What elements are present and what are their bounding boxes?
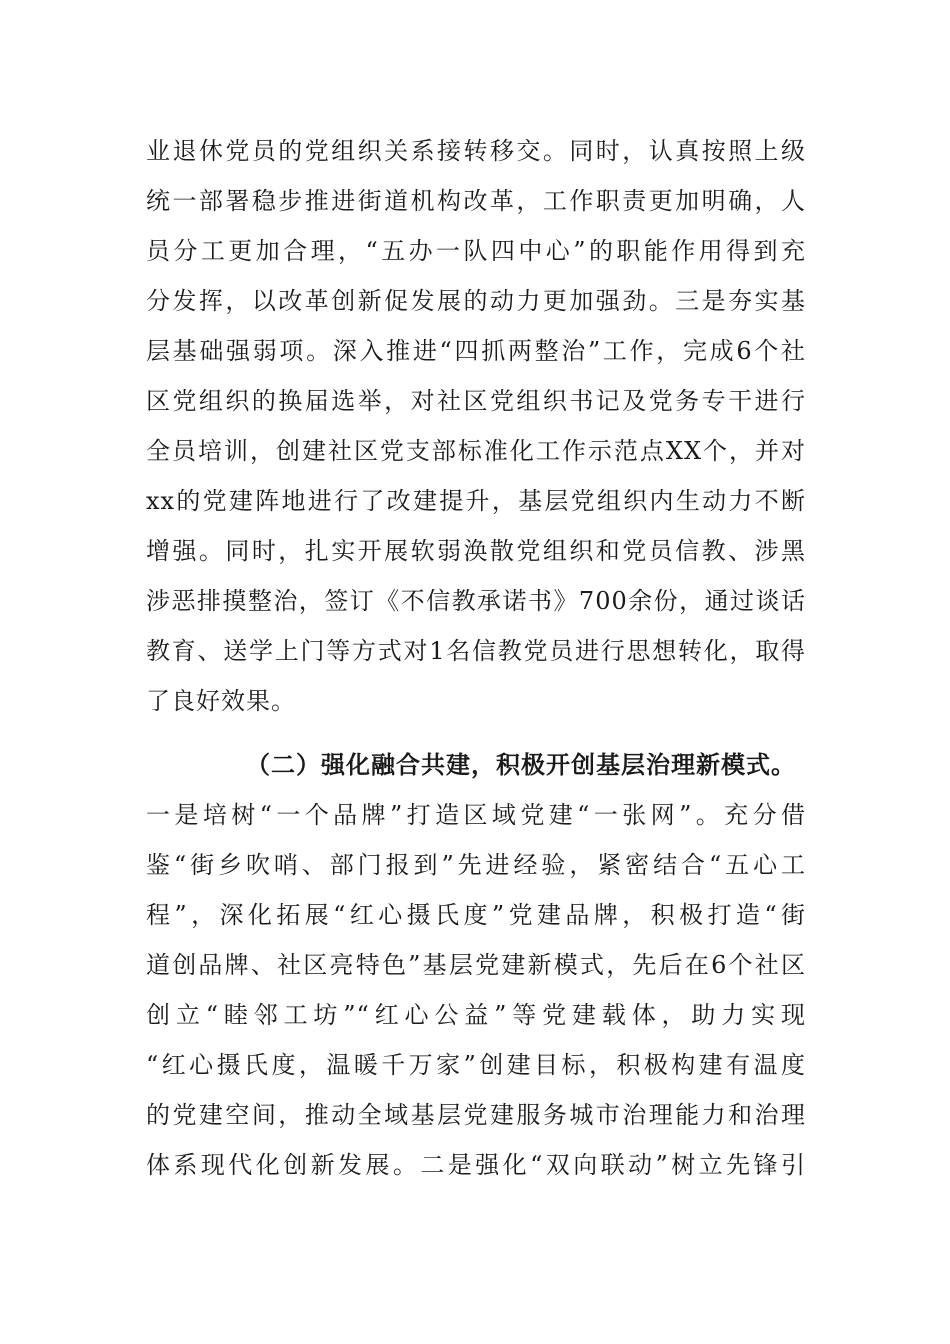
paragraph-line: “红心摄氏度，温暖千万家”创建目标，积极构建有温度 [146,1051,806,1079]
paragraph-line: 区党组织的换届选举，对社区党组织书记及党务专干进行 [146,387,806,415]
paragraph-line: 体系现代化创新发展。二是强化“双向联动”树立先锋引 [146,1151,806,1179]
paragraph-line: 分发挥，以改革创新促发展的动力更加强劲。三是夯实基 [146,287,806,315]
paragraph-line: 程”，深化拓展“红心摄氏度”党建品牌，积极打造“街 [146,901,806,929]
paragraph-line: 全员培训，创建社区党支部标准化工作示范点XX个，并对 [146,437,806,465]
paragraph-line: 鉴“街乡吹哨、部门报到”先进经验，紧密结合“五心工 [146,851,806,879]
paragraph-line: 员分工更加合理，“五办一队四中心”的职能作用得到充 [146,237,806,265]
section-heading: （二）强化融合共建，积极开创基层治理新模式。 [246,751,796,779]
paragraph-line: xx的党建阵地进行了改建提升，基层党组织内生动力不断 [146,487,806,515]
paragraph-line: 统一部署稳步推进街道机构改革，工作职责更加明确，人 [146,187,806,215]
paragraph-line: 层基础强弱项。深入推进“四抓两整治”工作，完成6个社 [146,337,806,365]
paragraph-line: 涉恶排摸整治，签订《不信教承诺书》700余份，通过谈话 [146,587,806,615]
paragraph-line: 业退休党员的党组织关系接转移交。同时，认真按照上级 [146,137,806,165]
paragraph-line: 创立“睦邻工坊”“红心公益”等党建载体，助力实现 [146,1001,806,1029]
paragraph-line: 道创品牌、社区亮特色”基层党建新模式，先后在6个社区 [146,951,806,979]
paragraph-line: 教育、送学上门等方式对1名信教党员进行思想转化，取得 [146,637,806,665]
paragraph-line: 增强。同时，扎实开展软弱涣散党组织和党员信教、涉黑 [146,537,806,565]
paragraph-line: 了良好效果。 [146,687,296,715]
paragraph-line: 的党建空间，推动全域基层党建服务城市治理能力和治理 [146,1101,806,1129]
paragraph-line: 一是培树“一个品牌”打造区域党建“一张网”。充分借 [146,801,806,829]
